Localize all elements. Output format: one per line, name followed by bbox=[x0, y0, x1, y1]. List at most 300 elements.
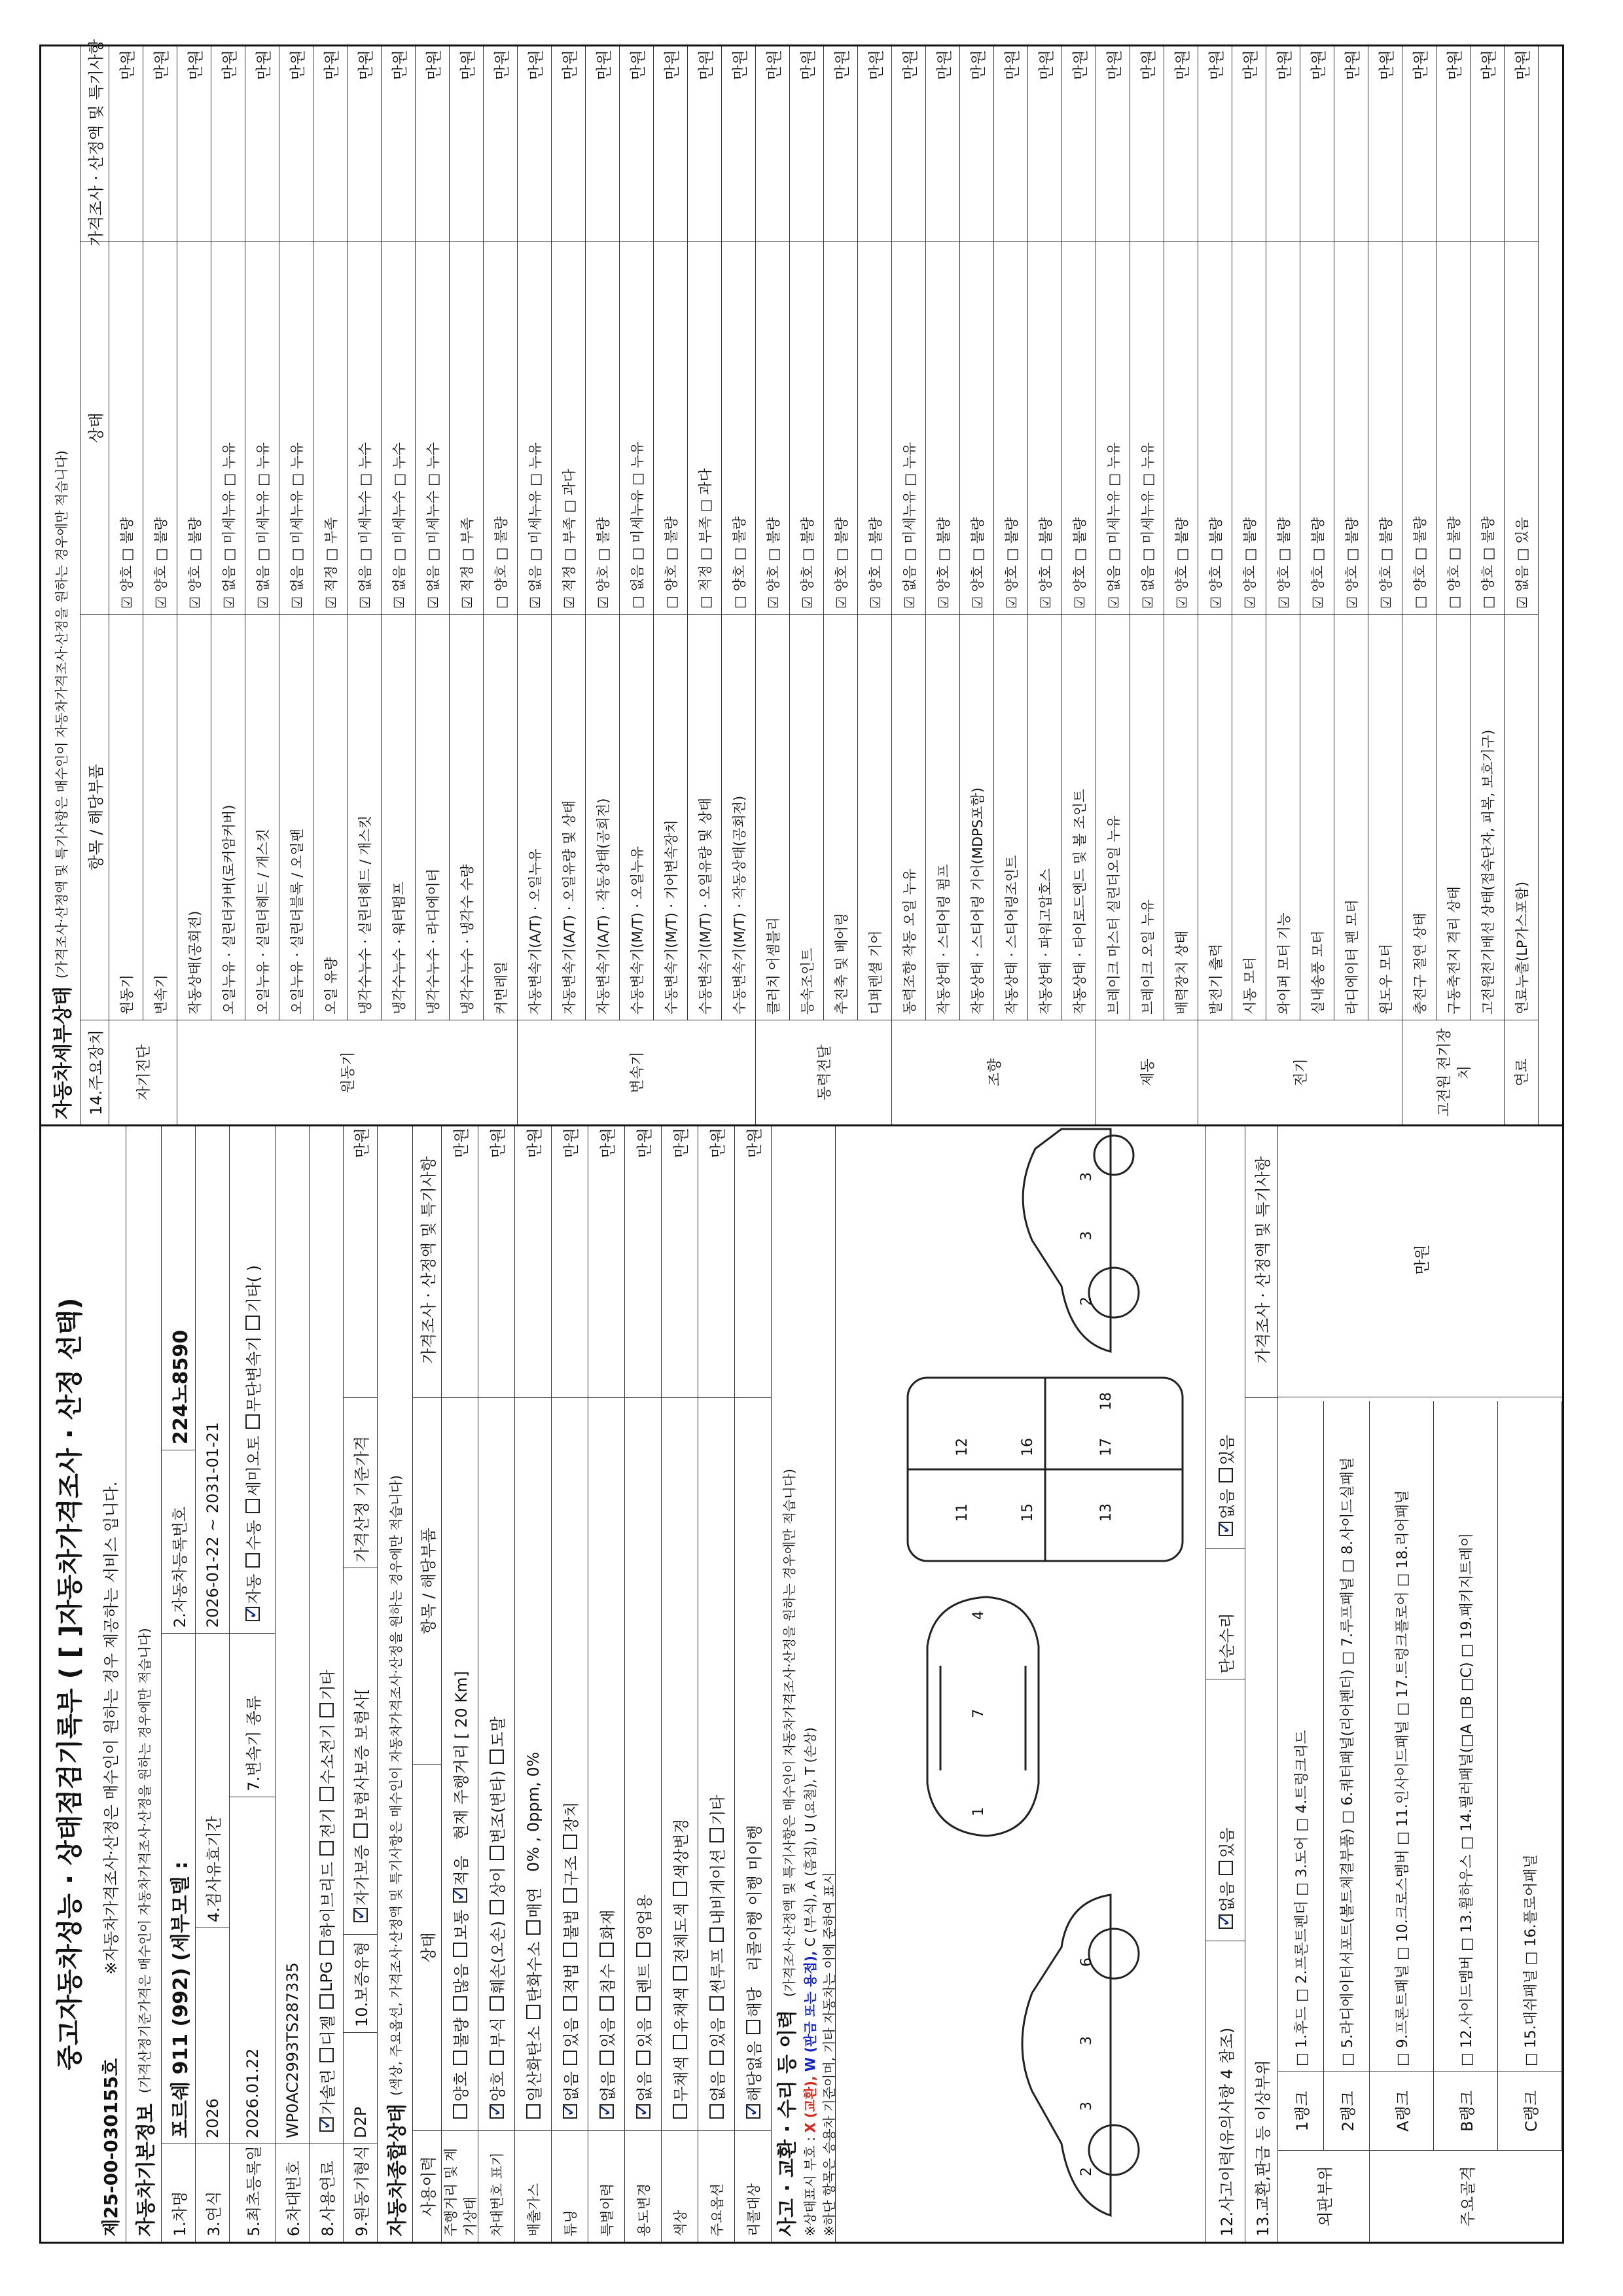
detail-row bbox=[245, 46, 279, 1020]
checkbox[interactable] bbox=[673, 2104, 687, 2119]
detail-row-state[interactable]: ☑ 양호 □ 불량 bbox=[1368, 241, 1402, 614]
option-item: ✓ 가솔린 bbox=[315, 2069, 338, 2138]
detail-row-unit: 만원 bbox=[493, 50, 511, 81]
detail-header-note: (가격조사·산정액 및 특기사항은 매수인이 자동차가격조사·산정을 원하는 경우에만 적습니다) bbox=[54, 450, 69, 979]
option-item: ✓ 자동 bbox=[241, 1574, 264, 1628]
detail-row bbox=[1300, 46, 1334, 1020]
detail-row-state[interactable]: ☑ 양호 □ 불량 bbox=[1164, 241, 1198, 614]
option-item: ✓ 해당없음 bbox=[741, 2041, 764, 2125]
checkbox[interactable] bbox=[636, 2104, 651, 2119]
checkbox[interactable] bbox=[490, 1749, 504, 1764]
detail-row-state[interactable]: ☑ 양호 □ 불량 bbox=[994, 241, 1027, 614]
vin-value: WP0AC2993TS287335 bbox=[283, 1962, 302, 2138]
checkbox[interactable] bbox=[245, 1415, 260, 1429]
price-label: 가격산정 기준가격 bbox=[344, 1397, 377, 1568]
overall-row-options bbox=[698, 1397, 734, 2130]
checkbox[interactable] bbox=[319, 1787, 334, 1801]
checkbox[interactable] bbox=[709, 2104, 724, 2119]
checkbox[interactable] bbox=[245, 1607, 260, 1621]
detail-row bbox=[1368, 46, 1402, 1020]
detail-row-state[interactable]: ☑ 적정 □ 부족 bbox=[450, 241, 483, 614]
detail-row-state[interactable]: ☑ 양호 □ 불량 bbox=[1198, 241, 1232, 614]
detail-row-state[interactable]: ☑ 없음 □ 미세누유 □ 누유 bbox=[211, 241, 245, 614]
detail-row-state[interactable]: ☑ 없음 □ 미세누수 □ 누수 bbox=[348, 241, 381, 614]
simple-label: 단순수리 bbox=[1206, 1548, 1245, 1679]
detail-row-unit: 만원 bbox=[765, 50, 783, 81]
checkbox[interactable] bbox=[563, 1996, 577, 2011]
overall-row-options bbox=[662, 1397, 698, 2130]
svg-text:3: 3 bbox=[1079, 1172, 1095, 1181]
checkbox[interactable] bbox=[453, 2051, 467, 2065]
detail-row-unit: 만원 bbox=[118, 50, 137, 81]
detail-row bbox=[1334, 46, 1368, 1020]
detail-row-state[interactable]: ☑ 양호 □ 불량 bbox=[790, 241, 823, 614]
rank-label: A랭크 bbox=[1370, 2072, 1433, 2150]
detail-row-item: 냉각수누수 · 워터펌프 bbox=[382, 614, 415, 1020]
overall-row-detail: 현재 주행거리 [ 20 Km] bbox=[452, 1671, 471, 1840]
detail-row-unit: 만원 bbox=[1207, 50, 1226, 81]
overall-row bbox=[442, 1126, 478, 2242]
vin-label: 6.차대번호 bbox=[276, 2144, 309, 2242]
svg-text:12: 12 bbox=[954, 1438, 971, 1456]
detail-row-unit: 만원 bbox=[901, 50, 919, 81]
detail-row-state[interactable]: ☑ 없음 □ 미세누유 □ 누유 bbox=[892, 241, 925, 614]
accident-header: 사고 · 교환 · 수리 등 이력 bbox=[776, 2009, 799, 2236]
basic-row-5 bbox=[310, 1126, 344, 2242]
checkbox[interactable] bbox=[636, 1996, 651, 2011]
svg-text:2: 2 bbox=[1079, 2167, 1095, 2176]
rank-items: □ 5.라디에이터서포트(볼트체결부품) □ 6.쿼터패널(리어펜더) □ 7.루프패널 □ 8.사이드실패널 bbox=[1340, 1457, 1356, 2066]
detail-row-state[interactable]: ☑ 양호 □ 불량 bbox=[824, 241, 857, 614]
history-options bbox=[1206, 1679, 1245, 1941]
detail-row-item: 오일누유 · 실린더헤드 / 개스킷 bbox=[245, 614, 279, 1020]
detail-row-item: 추진축 및 베어링 bbox=[824, 614, 857, 1020]
option-item: ✓ 없음 bbox=[595, 2072, 618, 2125]
detail-row-item: 변속기 bbox=[143, 614, 177, 1020]
detail-row-state[interactable]: ☑ 양호 □ 불량 bbox=[177, 241, 211, 614]
checkbox[interactable] bbox=[599, 2051, 614, 2065]
detail-row bbox=[960, 46, 994, 1020]
detail-row-unit: 만원 bbox=[1446, 50, 1464, 81]
detail-row-unit: 만원 bbox=[1003, 50, 1022, 81]
checkbox[interactable] bbox=[490, 2051, 504, 2065]
basic-row-3 bbox=[230, 1126, 276, 2242]
option-item: 침수 bbox=[595, 1964, 618, 2017]
detail-row-state[interactable]: ☑ 양호 □ 불량 bbox=[143, 241, 177, 614]
detail-row bbox=[1402, 46, 1436, 1020]
trans-options bbox=[230, 1122, 275, 1633]
detail-row-item: 작동상태 · 스티어링 펌프 bbox=[926, 614, 959, 1020]
detail-row bbox=[1266, 46, 1300, 1020]
checkbox[interactable] bbox=[1219, 1861, 1233, 1875]
car-side-right bbox=[1023, 1129, 1111, 1352]
checkbox[interactable] bbox=[673, 2035, 687, 2049]
option-item: 양호 bbox=[448, 2072, 471, 2125]
detail-row-item: 자동변속기(A/T) · 오일누유 bbox=[518, 614, 551, 1020]
detail-row-state[interactable]: ☑ 없음 □ 미세누수 □ 누수 bbox=[416, 241, 449, 614]
detail-row-unit: 만원 bbox=[1480, 50, 1498, 81]
detail-row-item: 작동상태 · 스티어링 기어(MDPS포함) bbox=[960, 614, 993, 1020]
overall-row-detail: 0% , 0ppm, 0% bbox=[524, 1751, 543, 1872]
checkbox[interactable] bbox=[319, 1941, 334, 1955]
checkbox[interactable] bbox=[319, 2117, 334, 2132]
detail-row-unit: 만원 bbox=[1275, 50, 1294, 81]
detail-group-label: 조향 bbox=[892, 1020, 1096, 1124]
checkbox[interactable] bbox=[1219, 1522, 1233, 1536]
svg-text:6: 6 bbox=[1079, 1958, 1095, 1967]
detail-row-state[interactable]: ☑ 적정 □ 부족 □ 과다 bbox=[552, 241, 585, 614]
right-panel bbox=[39, 39, 1564, 1124]
detail-row-item: 작동상태 · 타이로드엔드 및 볼 조인트 bbox=[1062, 614, 1096, 1020]
overall-row-unit: 만원 bbox=[489, 1128, 507, 1158]
warranty-label: 10.보증유형 bbox=[344, 1934, 377, 2032]
checkbox[interactable] bbox=[599, 1996, 614, 2011]
checkbox[interactable] bbox=[636, 1943, 651, 1957]
detail-row-item: 등속조인트 bbox=[790, 614, 823, 1020]
overall-row-label: 특별이력 bbox=[588, 2130, 624, 2242]
history-label: 12.사고이력(유의사항 4 참조) bbox=[1206, 1941, 1245, 2242]
detail-row-state[interactable]: ☑ 양호 □ 불량 bbox=[109, 241, 143, 614]
detail-row-unit: 만원 bbox=[221, 50, 239, 81]
detail-row-unit: 만원 bbox=[1037, 50, 1056, 81]
svg-text:3: 3 bbox=[1079, 2102, 1095, 2111]
option-item: 있음 bbox=[558, 2017, 581, 2071]
basic-header-note: (가격산정기준가격은 매수인이 자동차가격조사·산정을 원하는 경우에만 적습니다) bbox=[137, 1628, 152, 2094]
checkbox[interactable] bbox=[563, 1889, 577, 1903]
engine-label: 9.원동기형식 bbox=[344, 2144, 377, 2242]
detail-row-item: 고전원전기배선 상태(접속단자, 피복, 보호기구) bbox=[1471, 614, 1504, 1020]
detail-row-item: 수동변속기(M/T) · 기어변속장치 bbox=[654, 614, 687, 1020]
detail-header: 자동차세부상태 bbox=[51, 986, 75, 1119]
basic-row-4 bbox=[276, 1126, 310, 2242]
checkbox[interactable] bbox=[490, 2104, 504, 2119]
svg-text:11: 11 bbox=[954, 1503, 971, 1522]
checkbox[interactable] bbox=[453, 1943, 467, 1957]
number-row bbox=[94, 1126, 126, 2242]
left-panel bbox=[39, 1124, 1564, 2244]
checkbox[interactable] bbox=[563, 2104, 577, 2119]
overall-col-price: 가격조사 · 산정액 및 특기사항 bbox=[419, 1156, 438, 1364]
checkbox[interactable] bbox=[1219, 1468, 1233, 1482]
checkbox[interactable] bbox=[245, 1553, 260, 1568]
svg-text:1: 1 bbox=[971, 1807, 987, 1816]
detail-row-unit: 만원 bbox=[357, 50, 375, 81]
checkbox[interactable] bbox=[319, 1703, 334, 1717]
checkbox[interactable] bbox=[746, 2020, 760, 2034]
detail-row-state[interactable]: □ 양호 □ 불량 bbox=[722, 241, 755, 614]
detail-row bbox=[552, 46, 586, 1020]
checkbox[interactable] bbox=[526, 2005, 541, 2019]
overall-row-options bbox=[478, 1397, 514, 2130]
detail-row-unit: 만원 bbox=[1139, 50, 1158, 81]
detail-group-label: 고전원 전기장치 bbox=[1402, 1020, 1505, 1124]
legend-rest: C (부식), A (흠집), U (요철), T (손상) bbox=[802, 1727, 818, 1947]
checkbox[interactable] bbox=[563, 1835, 577, 1849]
detail-row bbox=[824, 46, 858, 1020]
first-reg-value: 2026.01.22 bbox=[230, 1797, 275, 2144]
detail-row-state[interactable]: ☑ 없음 □ 미세누유 □ 누유 bbox=[245, 241, 279, 614]
detail-row bbox=[109, 46, 143, 1020]
detail-row-unit: 만원 bbox=[255, 50, 273, 81]
option-item: 수소전기 bbox=[315, 1724, 338, 1808]
rank-label: B랭크 bbox=[1434, 2072, 1497, 2150]
detail-row bbox=[1130, 46, 1164, 1020]
option-item: 보통 bbox=[448, 1910, 471, 1964]
rank-label: 2랭크 bbox=[1324, 2072, 1369, 2150]
detail-row bbox=[892, 46, 926, 1020]
detail-row-state[interactable]: ☑ 적정 □ 부족 bbox=[313, 241, 347, 614]
detail-row-item: 냉각수누수 · 냉각수 수량 bbox=[450, 614, 483, 1020]
detail-row-unit: 만원 bbox=[867, 50, 885, 81]
overall-row-detail: 리콜이행 이행 미이행 bbox=[745, 1824, 764, 1971]
detail-row-state[interactable]: ☑ 없음 □ 미세누유 □ 누유 bbox=[1096, 241, 1130, 614]
legend-w: W (판금 또는 용접), bbox=[802, 1950, 818, 2072]
checkbox[interactable] bbox=[636, 2051, 651, 2065]
detail-row bbox=[926, 46, 960, 1020]
detail-group-label: 전기 bbox=[1198, 1020, 1402, 1124]
option-item: 불량 bbox=[448, 2017, 471, 2071]
rank-row bbox=[1498, 1401, 1562, 2150]
detail-row-state[interactable]: □ 양호 □ 불량 bbox=[1436, 241, 1470, 614]
detail-row-unit: 만원 bbox=[1378, 50, 1396, 81]
overall-row-unit: 만원 bbox=[526, 1128, 544, 1158]
year-label: 3.연식 bbox=[196, 2144, 229, 2242]
checkbox[interactable] bbox=[490, 1900, 504, 1914]
main-frame-label: 주요골격 bbox=[1370, 2150, 1562, 2242]
overall-columns bbox=[413, 1126, 442, 2242]
detail-row-state[interactable]: □ 적정 □ 부족 □ 과다 bbox=[688, 241, 721, 614]
detail-row-item: 냉각수누수 · 실린더헤드 / 개스킷 bbox=[348, 614, 381, 1020]
checkbox[interactable] bbox=[319, 2048, 334, 2062]
trans-label: 7.변속기 종류 bbox=[230, 1633, 275, 1797]
rank-label: C랭크 bbox=[1498, 2072, 1561, 2150]
detail-row-state[interactable]: ☑ 없음 □ 미세누유 □ 누유 bbox=[518, 241, 551, 614]
detail-row bbox=[1471, 46, 1505, 1020]
detail-row-unit: 만원 bbox=[527, 50, 545, 81]
detail-row-state[interactable]: □ 양호 □ 불량 bbox=[654, 241, 687, 614]
svg-text:15: 15 bbox=[1020, 1503, 1036, 1522]
overall-row-options bbox=[515, 1397, 551, 2130]
option-item: 도말 bbox=[485, 1717, 508, 1770]
option-item: 전체도색 bbox=[668, 1903, 691, 1987]
option-item: 유채색 bbox=[668, 1987, 691, 2056]
detail-row-state[interactable]: ☑ 양호 □ 불량 bbox=[756, 241, 789, 614]
svg-text:18: 18 bbox=[1098, 1392, 1115, 1410]
option-item: 세미오토 bbox=[241, 1436, 264, 1520]
overall-row bbox=[588, 1126, 625, 2242]
checkbox[interactable] bbox=[490, 1996, 504, 2011]
option-item: 전기 bbox=[315, 1808, 338, 1861]
detail-row-unit: 만원 bbox=[1310, 50, 1328, 81]
detail-row-state[interactable]: ☑ 없음 □ 있음 bbox=[1505, 241, 1538, 614]
detail-row-item: 오일누유 · 실린더커버(로커암커버) bbox=[211, 614, 245, 1020]
detail-row bbox=[177, 46, 211, 1020]
overall-row-unit: 만원 bbox=[709, 1128, 727, 1158]
detail-row-state[interactable]: ☑ 양호 □ 불량 bbox=[1266, 241, 1300, 614]
service-notice: ※자동차가격조사·산정은 매수인이 원하는 경우 제공하는 서비스 입니다. bbox=[102, 1481, 120, 1975]
detail-row bbox=[416, 46, 450, 1020]
detail-row-state[interactable]: □ 양호 □ 불량 bbox=[1402, 241, 1436, 614]
detail-row-unit: 만원 bbox=[799, 50, 817, 81]
detail-row-state[interactable]: ☑ 양호 □ 불량 bbox=[1028, 241, 1061, 614]
option-item: 변조(변타) bbox=[485, 1770, 508, 1867]
detail-row-state[interactable]: ☑ 없음 □ 미세누유 □ 누유 bbox=[1130, 241, 1164, 614]
detail-row-item: 원동기 bbox=[109, 614, 143, 1020]
rank-row bbox=[1370, 1401, 1434, 2150]
checkbox[interactable] bbox=[453, 1996, 467, 2011]
detail-row-state[interactable]: ☑ 양호 □ 불량 bbox=[926, 241, 959, 614]
checkbox[interactable] bbox=[599, 2104, 614, 2119]
accident-history-row bbox=[1206, 1126, 1245, 2242]
overall-row bbox=[698, 1126, 735, 2242]
basic-header-row bbox=[126, 1126, 162, 2242]
checkbox[interactable] bbox=[319, 1994, 334, 2009]
detail-row-item: 구동축전지 격리 상태 bbox=[1436, 614, 1470, 1020]
overall-header-row bbox=[378, 1126, 413, 2242]
checkbox[interactable] bbox=[453, 2104, 467, 2119]
detail-row bbox=[484, 46, 518, 1020]
detail-row-unit: 만원 bbox=[629, 50, 647, 81]
checkbox[interactable] bbox=[673, 1882, 687, 1896]
option-item: 썬루프 bbox=[705, 1948, 728, 2018]
overall-row-unit: 만원 bbox=[562, 1128, 580, 1158]
detail-row-state[interactable]: ☑ 양호 □ 불량 bbox=[960, 241, 993, 614]
outer-label: 외판부위 bbox=[1278, 2150, 1370, 2242]
svg-text:13: 13 bbox=[1098, 1503, 1115, 1522]
detail-row-item: 오일 유량 bbox=[313, 614, 347, 1020]
detail-row-unit: 만원 bbox=[1412, 50, 1430, 81]
detail-row-state[interactable]: ☑ 양호 □ 불량 bbox=[858, 241, 891, 614]
overall-col-detail: 항목 / 해당부품 bbox=[413, 1397, 441, 1764]
option-item: 상이 bbox=[485, 1867, 508, 1920]
checkbox[interactable] bbox=[245, 1499, 260, 1513]
detail-row bbox=[722, 46, 756, 1020]
checkbox[interactable] bbox=[1219, 1914, 1233, 1929]
overall-row-label: 주요옵션 bbox=[698, 2130, 734, 2242]
detail-row bbox=[518, 46, 552, 1020]
detail-row-state[interactable]: ☑ 양호 □ 불량 bbox=[1300, 241, 1334, 614]
checkbox[interactable] bbox=[245, 1316, 260, 1330]
option-item: 매연 bbox=[522, 1888, 544, 1941]
detail-row-state[interactable]: ☑ 양호 □ 불량 bbox=[1232, 241, 1266, 614]
detail-row bbox=[1232, 46, 1266, 1020]
overall-row-label: 용도변경 bbox=[625, 2130, 661, 2242]
svg-text:17: 17 bbox=[1098, 1438, 1115, 1456]
option-item: ✓ 양호 bbox=[485, 2072, 508, 2125]
detail-col-item: 항목 / 해당부품 bbox=[80, 614, 109, 1020]
overall-row-options bbox=[625, 1397, 661, 2130]
overall-header: 자동차종합상태 bbox=[385, 2104, 409, 2236]
detail-row-state[interactable]: ☑ 없음 □ 미세누유 □ 누유 bbox=[279, 241, 313, 614]
detail-row bbox=[1028, 46, 1062, 1020]
detail-group-label: 변속기 bbox=[518, 1020, 756, 1124]
detail-row-item: 자동변속기(A/T) · 오일유량 및 상태 bbox=[552, 614, 585, 1020]
detail-columns bbox=[80, 39, 109, 1124]
checkbox[interactable] bbox=[353, 1908, 368, 1922]
checkbox[interactable] bbox=[709, 1828, 724, 1842]
checkbox[interactable] bbox=[673, 1966, 687, 1981]
detail-row-state[interactable]: □ 없음 □ 미세누유 □ 누유 bbox=[620, 241, 653, 614]
detail-row-item: 충전구 절연 상태 bbox=[1402, 614, 1436, 1020]
detail-row-item: 브레이크 마스터 실린더오일 누유 bbox=[1096, 614, 1130, 1020]
option-item: 해당 bbox=[741, 1987, 764, 2041]
exchange-price-unit: 만원 bbox=[1278, 1122, 1562, 1397]
option-item: 있음 bbox=[632, 2017, 654, 2071]
checkbox[interactable] bbox=[563, 1943, 577, 1957]
detail-row bbox=[143, 46, 177, 1020]
checkbox[interactable] bbox=[563, 2051, 577, 2065]
checkbox[interactable] bbox=[599, 1943, 614, 1957]
detail-col-main: 14.주요장치 bbox=[80, 1020, 109, 1124]
overall-row bbox=[478, 1126, 515, 2242]
reg-number: 224노8590 bbox=[169, 1329, 192, 1444]
detail-row-state[interactable]: □ 양호 □ 불량 bbox=[484, 241, 517, 614]
detail-row bbox=[1436, 46, 1471, 1020]
title-row bbox=[41, 1126, 94, 2242]
overall-row-options bbox=[588, 1397, 624, 2130]
checkbox[interactable] bbox=[526, 1920, 541, 1935]
svg-text:3: 3 bbox=[1079, 2036, 1095, 2045]
price-unit: 만원 bbox=[353, 1128, 371, 1158]
checkbox[interactable] bbox=[709, 2051, 724, 2065]
checkbox[interactable] bbox=[526, 2104, 541, 2119]
detail-group-label: 자기진단 bbox=[109, 1020, 177, 1124]
option-item: LPG bbox=[317, 1962, 336, 2015]
overall-row-options bbox=[442, 1397, 478, 2130]
checkbox[interactable] bbox=[353, 1823, 368, 1838]
checkbox[interactable] bbox=[453, 1889, 467, 1903]
detail-row-unit: 만원 bbox=[459, 50, 477, 81]
overall-row bbox=[735, 1126, 772, 2242]
option-item: 무채색 bbox=[668, 2056, 691, 2125]
checkbox[interactable] bbox=[490, 1846, 504, 1860]
detail-row-state[interactable]: ☑ 양호 □ 불량 bbox=[1062, 241, 1096, 614]
rank-row bbox=[1434, 1401, 1498, 2150]
detail-row-item: 배력장치 상태 bbox=[1164, 614, 1198, 1020]
detail-row-state[interactable]: □ 양호 □ 불량 bbox=[1471, 241, 1504, 614]
detail-row-state[interactable]: ☑ 없음 □ 미세누수 □ 누수 bbox=[382, 241, 415, 614]
detail-row-item: 브레이크 오일 누유 bbox=[1130, 614, 1164, 1020]
overall-row-unit: 만원 bbox=[635, 1128, 654, 1158]
basic-row-6 bbox=[344, 1126, 378, 2242]
option-item: 부식 bbox=[485, 2017, 508, 2071]
overall-row-unit: 만원 bbox=[599, 1128, 617, 1158]
detail-group-label: 원동기 bbox=[177, 1020, 518, 1124]
overall-row-label: 배출가스 bbox=[515, 2130, 551, 2242]
option-item: ✓ 없음 bbox=[1214, 1489, 1237, 1543]
overall-row-options bbox=[552, 1397, 588, 2130]
rank-label: 1랭크 bbox=[1278, 2072, 1323, 2150]
option-item: 훼손(오손) bbox=[485, 1921, 508, 2017]
rank-items: □ 1.후드 □ 2.프론트펜더 □ 3.도어 □ 4.트렁크리드 bbox=[1294, 1730, 1310, 2066]
overall-row-label: 리콜대상 bbox=[735, 2130, 771, 2242]
detail-group-label: 연료 bbox=[1505, 1020, 1539, 1124]
detail-row-state[interactable]: ☑ 양호 □ 불량 bbox=[586, 241, 619, 614]
detail-row bbox=[211, 46, 245, 1020]
checkbox[interactable] bbox=[709, 1928, 724, 1942]
detail-row bbox=[1198, 46, 1232, 1020]
overall-col-state: 상태 bbox=[413, 1764, 441, 2130]
detail-row bbox=[279, 46, 313, 1020]
checkbox[interactable] bbox=[746, 2104, 760, 2119]
detail-row bbox=[620, 46, 654, 1020]
checkbox[interactable] bbox=[709, 1996, 724, 2011]
option-item: 탄화수소 bbox=[522, 1941, 544, 2026]
option-item: 하이브리드 bbox=[315, 1862, 338, 1962]
checkbox[interactable] bbox=[319, 1841, 334, 1856]
detail-row-state[interactable]: ☑ 양호 □ 불량 bbox=[1334, 241, 1368, 614]
detail-row-item: 작동상태 · 스티어링조인트 bbox=[994, 614, 1027, 1020]
